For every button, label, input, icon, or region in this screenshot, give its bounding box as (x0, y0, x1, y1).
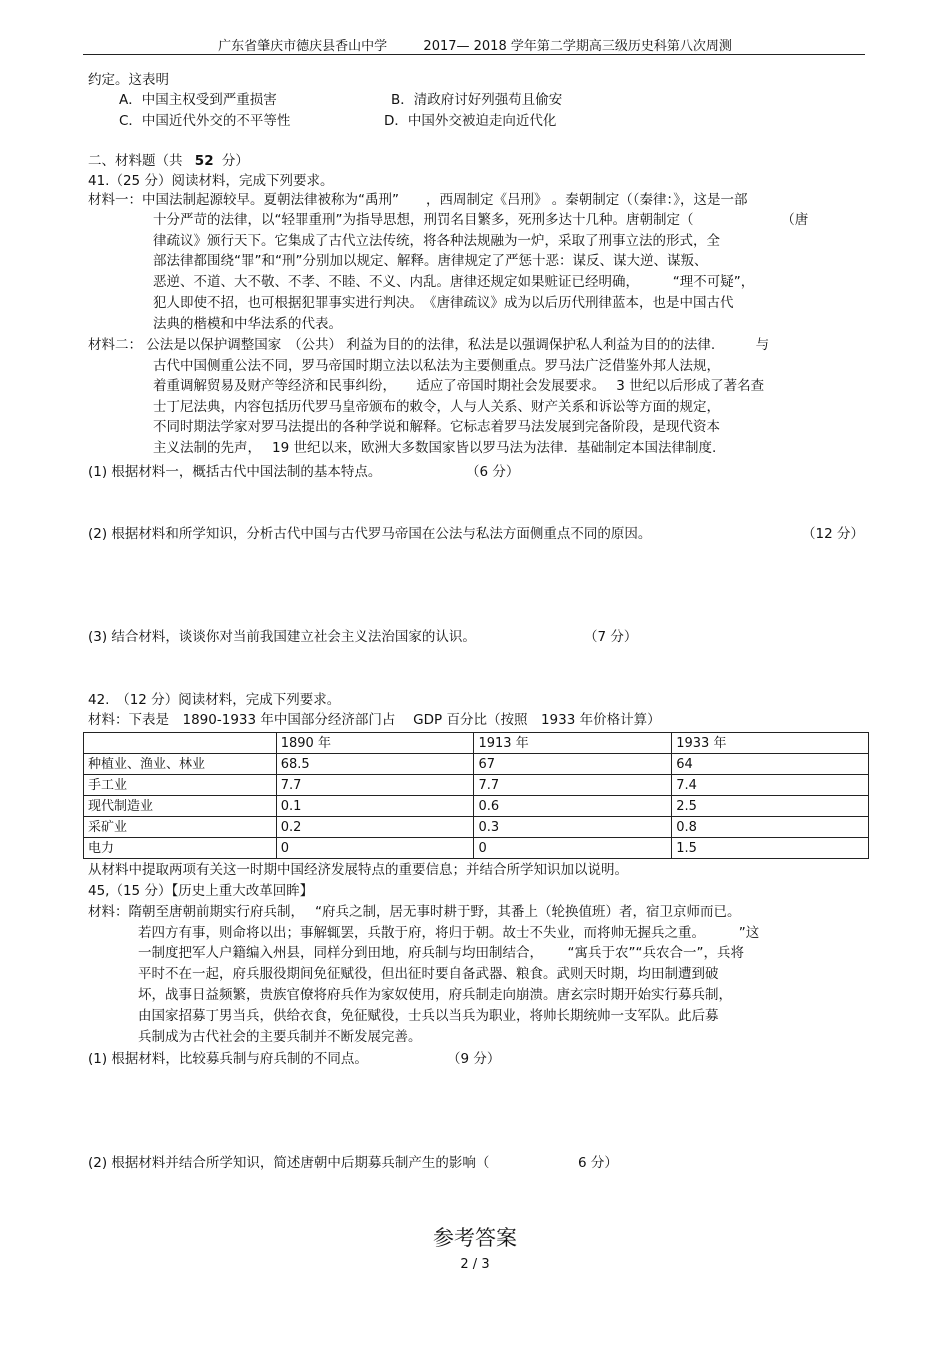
q45-head: 45,（15 分）【历史上重大改革回眸】 (88, 883, 314, 899)
q45-sub1-score: （9 分） (447, 1051, 501, 1067)
q45-m-line: 由国家招募丁男当兵，供给衣食，免征赋役，士兵以当兵为职业，将帅长期统帅一支军队。此后募 (138, 1008, 719, 1024)
q41-m1-line: 恶逆、不道、大不敬、不孝、不睦、不义、内乱。唐律还规定如果赃证已经明确， “理不可疑”， (153, 274, 755, 290)
q41-sub3-score: （7 分） (584, 629, 638, 645)
q41-m1-line: 犯人即使不招，也可根据犯罪事实进行判决。 《唐律疏议》成为以后历代刑律蓝本，也是中国古代 (153, 295, 734, 311)
table-cell: 64 (672, 754, 869, 775)
answer-key-title: 参考答案 (433, 1226, 517, 1250)
q42-intro: 材料：下表是 1890-1933 年中国部分经济部门占 GDP 百分比（按照 1933 年价格计算） (88, 712, 661, 728)
q41-sub1: (1) 根据材料一，概括古代中国法制的基本特点。 (88, 464, 382, 480)
table-cell: 种植业、渔业、林业 (84, 754, 277, 775)
q42-task: 从材料中提取两项有关这一时期中国经济发展特点的重要信息；并结合所学知识加以说明。 (88, 862, 628, 878)
table-cell: 67 (474, 754, 672, 775)
q45-m-line: 材料：隋朝至唐朝前期实行府兵制， “府兵之制，居无事时耕于野，其番上（轮换值班）者，宿卫京师而已。 (88, 904, 741, 920)
table-header-cell: 1890 年 (276, 733, 474, 754)
q45-sub2: (2) 根据材料并结合所学知识，简述唐朝中后期募兵制产生的影响（ (88, 1155, 490, 1171)
table-cell: 0.6 (474, 796, 672, 817)
table-cell: 0.3 (474, 817, 672, 838)
q41-m2-line: 主义法制的先声， 19 世纪以来，欧洲大多数国家皆以罗马法为法律．基础制定本国法律制度. (153, 440, 717, 456)
table-cell: 电力 (84, 838, 277, 859)
q45-m-line: 兵制成为古代社会的主要兵制并不断发展完善。 (138, 1029, 422, 1045)
section-title-text: 二、材料题（共 (88, 153, 183, 169)
table-cell: 0 (474, 838, 672, 859)
table-cell: 0.8 (672, 817, 869, 838)
table-cell: 0.2 (276, 817, 474, 838)
q45-m-line: 坏，战事日益频繁，贵族官僚将府兵作为家奴使用，府兵制走向崩溃。唐玄宗时期开始实行募兵制， (138, 987, 732, 1003)
table-cell: 7.4 (672, 775, 869, 796)
q41-head: 41.（25 分）阅读材料，完成下列要求。 (88, 173, 334, 189)
q41-m1-line: 法典的楷模和中华法系的代表。 (153, 316, 342, 332)
q42-head: 42. （12 分）阅读材料，完成下列要求。 (88, 692, 341, 708)
q41-sub2: (2) 根据材料和所学知识，分析古代中国与古代罗马帝国在公法与私法方面侧重点不同的原因。 (88, 526, 652, 542)
table-cell: 采矿业 (84, 817, 277, 838)
table-header-cell: 1933 年 (672, 733, 869, 754)
q45-m-line: 若四方有事，则命将以出；事解辄罢，兵散于府，将归于朝。故士不失业，而将帅无握兵之重。 ”这 (138, 925, 760, 941)
q41-m1-line: 部法律都围绕“罪”和“刑”分别加以规定、解释。唐律规定了严惩十恶：谋反、谋大逆、谋叛、 (153, 253, 708, 269)
q41-m1-line: 律疏议》颁行天下。它集成了古代立法传统，将各种法规融为一炉，采取了刑事立法的形式，全 (153, 233, 720, 249)
q41-sub2-score: （12 分） (802, 526, 864, 542)
table-row (84, 775, 869, 796)
q45-sub2-score: 6 分） (578, 1155, 618, 1171)
table-header-row (84, 733, 869, 754)
table-row (84, 796, 869, 817)
page-header (0, 35, 950, 54)
q41-m1-line: 十分严苛的法律，以“轻罪重刑”为指导思想，刑罚名目繁多，死刑多达十几种。唐朝制定（ （唐 (153, 212, 809, 228)
q41-m2-line: 材料二： 公法是以保护调整国家 （公共） 利益为目的的法律，私法是以强调保护私人利益为目的的法律. 与 (88, 337, 770, 353)
table-cell: 0 (276, 838, 474, 859)
table-cell: 现代制造业 (84, 796, 277, 817)
q41-m2-line: 士丁尼法典，内容包括历代罗马皇帝颁布的敕令，人与人关系、财产关系和诉讼等方面的规定， (153, 399, 720, 415)
section-unit: 分） (221, 153, 249, 169)
q45-m-line: 一制度把军人户籍编入州县，同样分到田地，府兵制与均田制结合， “寓兵于农”“兵农合一”，兵将 (138, 945, 745, 961)
header-school: 广东省肇庆市德庆县香山中学 (218, 39, 388, 54)
option-c: C．中国近代外交的不平等性 (119, 113, 291, 129)
section-points: 52 (194, 153, 214, 169)
q41-sub1-score: （6 分） (466, 464, 520, 480)
q41-m2-line: 古代中国侧重公法不同，罗马帝国时期立法以私法为主要侧重点。罗马法广泛借鉴外邦人法规， (153, 358, 720, 374)
header-divider (83, 54, 865, 55)
q45-m-line: 平时不在一起，府兵服役期间免征赋役，但出征时要自备武器、粮食。武则天时期，均田制遭到破 (138, 966, 719, 982)
table-cell: 68.5 (276, 754, 474, 775)
table-header-cell: 1913 年 (474, 733, 672, 754)
table-cell: 0.1 (276, 796, 474, 817)
table-row (84, 838, 869, 859)
q41-sub3: (3) 结合材料，谈谈你对当前我国建立社会主义法治国家的认识。 (88, 629, 476, 645)
table-header-cell (84, 733, 277, 754)
prev-question-stem: 约定。这表明 (88, 72, 169, 88)
section-title (88, 152, 249, 171)
table-row (84, 754, 869, 775)
q41-m1-line: 材料一：中国法制起源较早。夏朝法律被称为“禹刑” ，西周制定《吕刑》 。秦朝制定（（秦律：》，这是一部 (88, 192, 748, 208)
q41-m2-line: 着重调解贸易及财产等经济和民事纠纷， 适应了帝国时期社会发展要求。 3 世纪以后形成了著名查 (153, 378, 765, 394)
table-row (84, 817, 869, 838)
option-b: B．清政府讨好列强苟且偷安 (391, 92, 563, 108)
header-exam: 2017— 2018 学年第二学期高三级历史科第八次周测 (423, 39, 732, 54)
table-cell: 7.7 (474, 775, 672, 796)
page-number: 2 / 3 (460, 1257, 490, 1272)
table-cell: 1.5 (672, 838, 869, 859)
option-d: D．中国外交被迫走向近代化 (384, 113, 557, 129)
table-cell: 7.7 (276, 775, 474, 796)
q41-m2-line: 不同时期法学家对罗马法提出的各种学说和解释。它标志着罗马法发展到完备阶段，是现代资本 (153, 419, 720, 435)
table-cell: 手工业 (84, 775, 277, 796)
gdp-table (83, 732, 869, 859)
table-cell: 2.5 (672, 796, 869, 817)
option-a: A．中国主权受到严重损害 (119, 92, 277, 108)
q45-sub1: (1) 根据材料，比较募兵制与府兵制的不同点。 (88, 1051, 368, 1067)
